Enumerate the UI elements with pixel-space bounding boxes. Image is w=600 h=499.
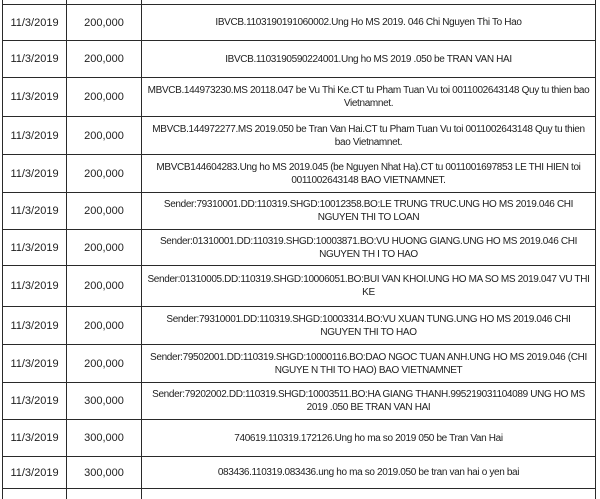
table-row [3, 345, 596, 383]
date-cell: 11/3/2019 [3, 266, 67, 306]
description-cell: Sender:79502001.DD:110319.SHGD:10000116.BO:DAO NGOC TUAN ANH.UNG HO MS 2019.046 (CHI NGUYE N THI TO HAO) BAO VIETNAMNET [142, 345, 596, 382]
description-cell: MBVCB.144972277.MS 2019.050 be Tran Van Hai.CT tu Pham Tuan Vu toi 0011002643148 Quy tu thien bao Vietnamnet. [142, 117, 596, 154]
amount-cell: 200,000 [67, 41, 142, 77]
date-cell: 11/3/2019 [3, 383, 67, 419]
table-row [3, 41, 596, 78]
donation-transactions-table [2, 0, 596, 499]
amount-cell: 200,000 [67, 117, 142, 154]
amount-cell: 200,000 [67, 193, 142, 229]
amount-cell: 300,000 [67, 457, 142, 488]
date-cell: 11/3/2019 [3, 307, 67, 344]
table-row [3, 266, 596, 307]
description-cell: MBVCB144604283.Ung ho MS 2019.045 (be Nguyen Nhat Ha).CT tu 0011001697853 LE THI HIEN toi 0011002643148 BAO VIETNAMNET. [142, 155, 596, 192]
date-cell [3, 489, 67, 499]
amount-cell: 200,000 [67, 307, 142, 344]
table-row [3, 155, 596, 193]
date-cell: 11/3/2019 [3, 5, 67, 40]
description-cell: Sender:01310005.DD:110319.SHGD:10006051.BO:BUI VAN KHOI.UNG HO MA SO MS 2019.047 VU THI KE [142, 266, 596, 306]
table-row [3, 78, 596, 117]
amount-cell: 200,000 [67, 345, 142, 382]
amount-cell [67, 489, 142, 499]
amount-cell [67, 0, 142, 4]
table-row [3, 420, 596, 457]
date-cell: 11/3/2019 [3, 155, 67, 192]
date-cell: 11/3/2019 [3, 420, 67, 456]
description-cell [142, 489, 596, 499]
date-cell: 11/3/2019 [3, 457, 67, 488]
description-cell: IBVCB.1103190590224001.Ung ho MS 2019 .050 be TRAN VAN HAI [142, 41, 596, 77]
date-cell: 11/3/2019 [3, 345, 67, 382]
description-cell: Sender:79202002.DD:110319.SHGD:10003511.BO:HA GIANG THANH.995219031104089 UNG HO MS 2019 .050 BE TRAN VAN HAI [142, 383, 596, 419]
table-row [3, 117, 596, 155]
table-row [3, 230, 596, 266]
description-cell: MBVCB.144973230.MS 20118.047 be Vu Thi Ke.CT tu Pham Tuan Vu toi 0011002643148 Quy tu thien bao Vietnamnet. [142, 78, 596, 116]
description-cell: 083436.110319.083436.ung ho ma so 2019.050 be tran van hai o yen bai [142, 457, 596, 488]
description-cell: IBVCB.1103190191060002.Ung Ho MS 2019. 046 Chi Nguyen Thi To Hao [142, 5, 596, 40]
amount-cell: 300,000 [67, 383, 142, 419]
date-cell: 11/3/2019 [3, 117, 67, 154]
amount-cell: 200,000 [67, 155, 142, 192]
amount-cell: 200,000 [67, 78, 142, 116]
date-cell: 11/3/2019 [3, 78, 67, 116]
description-cell: Sender:79310001.DD:110319.SHGD:10012358.BO:LE TRUNG TRUC.UNG HO MS 2019.046 CHI NGUYEN THI TO LOAN [142, 193, 596, 229]
partial-row-bottom [3, 489, 596, 499]
description-cell: 740619.110319.172126.Ung ho ma so 2019 050 be Tran Van Hai [142, 420, 596, 456]
table-row [3, 307, 596, 345]
date-cell [3, 0, 67, 4]
table-row [3, 193, 596, 230]
table-row [3, 5, 596, 41]
description-cell: Sender:79310001.DD:110319.SHGD:10003314.BO:VU XUAN TUNG.UNG HO MS 2019.046 CHI NGUYEN THI TO HAO [142, 307, 596, 344]
amount-cell: 200,000 [67, 5, 142, 40]
table-row [3, 457, 596, 489]
description-cell [142, 0, 596, 4]
amount-cell: 300,000 [67, 420, 142, 456]
date-cell: 11/3/2019 [3, 193, 67, 229]
table-row [3, 383, 596, 420]
amount-cell: 200,000 [67, 230, 142, 265]
date-cell: 11/3/2019 [3, 41, 67, 77]
date-cell: 11/3/2019 [3, 230, 67, 265]
amount-cell: 200,000 [67, 266, 142, 306]
description-cell: Sender:01310001.DD:110319.SHGD:10003871.BO:VU HUONG GIANG.UNG HO MS 2019.046 CHI NGUYEN TH I TO HAO [142, 230, 596, 265]
